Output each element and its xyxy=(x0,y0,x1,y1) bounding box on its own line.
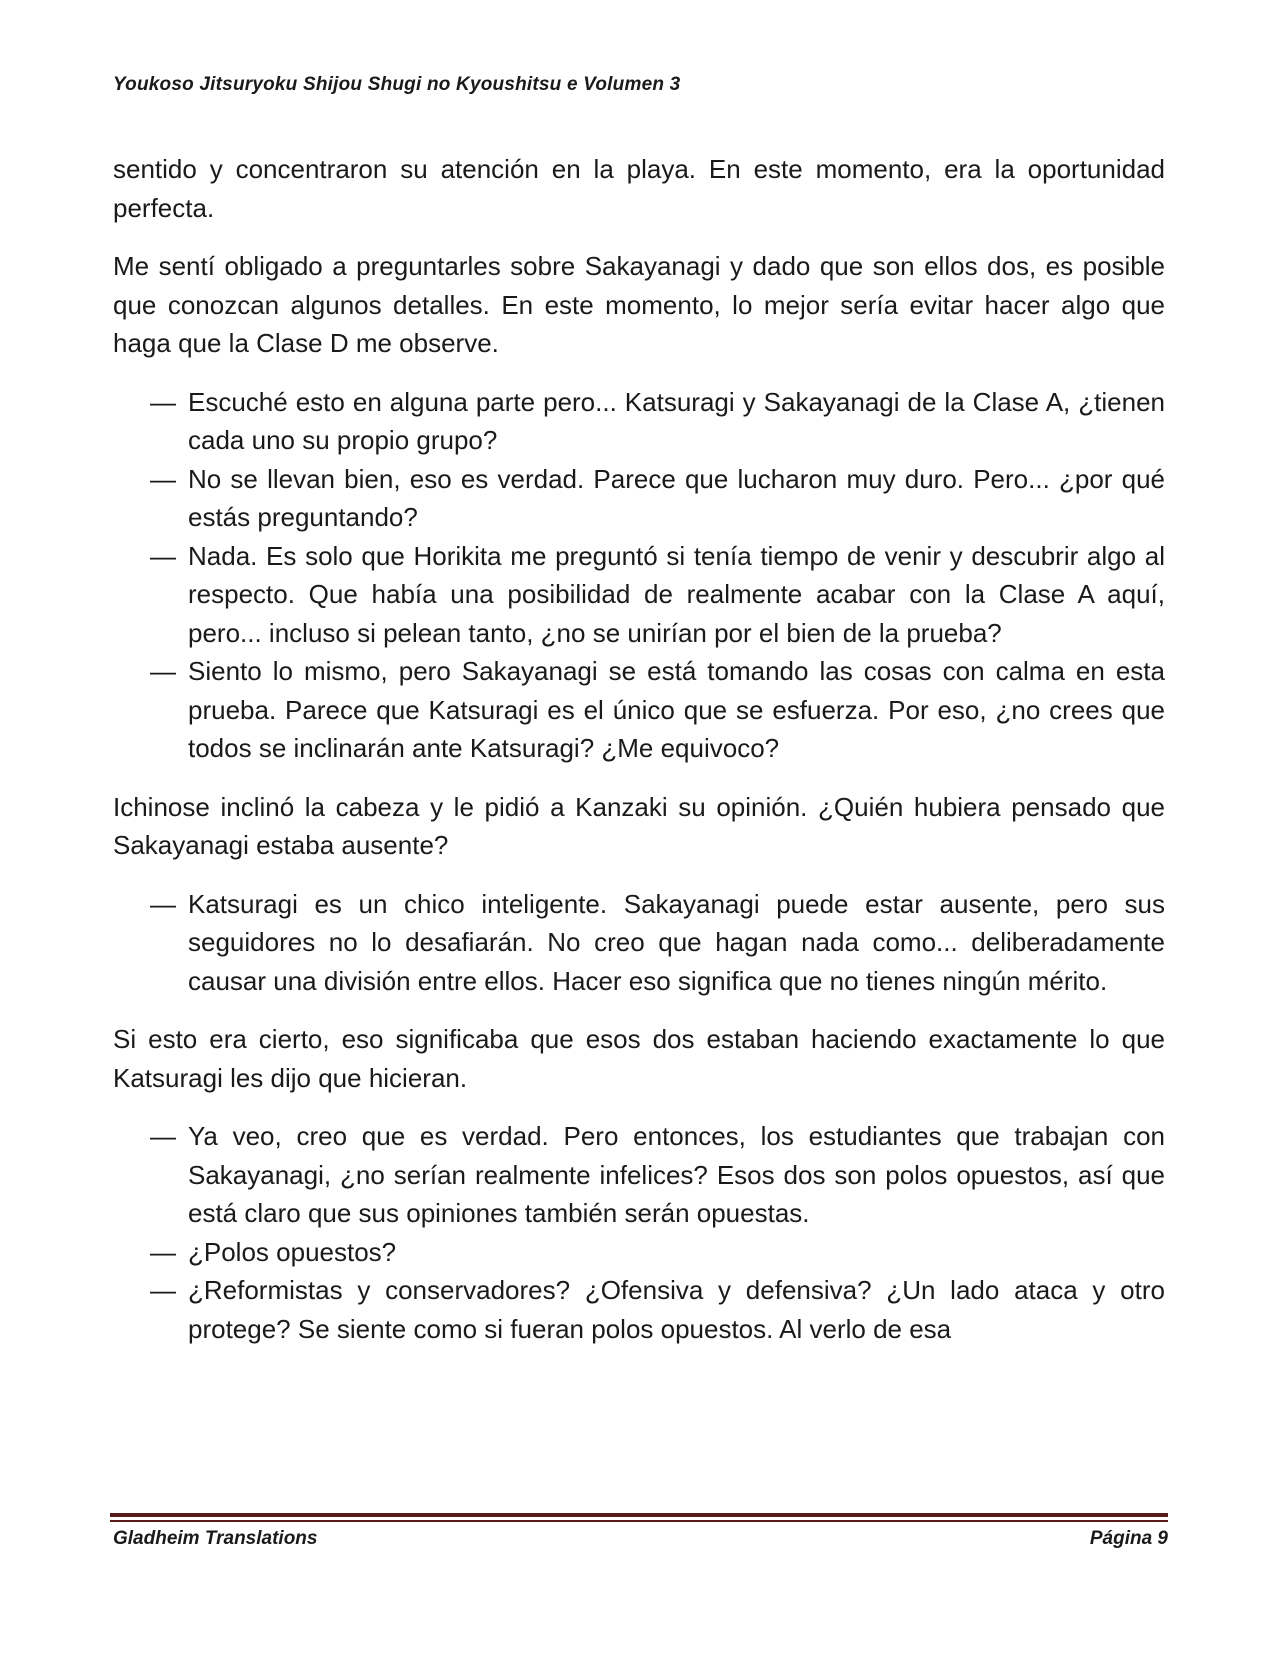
dialogue-line xyxy=(113,652,1165,768)
em-dash: — xyxy=(150,386,176,417)
dialogue-text: Siento lo mismo, pero Sakayanagi se está tomando las cosas con calma en esta prueba. Parece que Katsuragi es el único que se esfuerza. Por eso, ¿no crees que todos se inclinarán ante Katsuragi? ¿Me equivoco? xyxy=(188,656,1165,763)
em-dash: — xyxy=(150,1121,176,1151)
em-dash: — xyxy=(150,1275,176,1305)
em-dash: — xyxy=(150,1236,176,1267)
footer-divider-thin xyxy=(110,1520,1168,1522)
dialogue-line xyxy=(113,885,1165,1001)
dialogue-line xyxy=(113,460,1165,537)
dialogue-line xyxy=(113,1233,1165,1272)
footer-divider xyxy=(110,1513,1168,1522)
dialogue-group-1 xyxy=(113,383,1165,768)
paragraph-3: Ichinose inclinó la cabeza y le pidió a Kanzaki su opinión. ¿Quién hubiera pensado que Sakayanagi estaba ausente? xyxy=(113,791,1165,860)
dialogue-text: Katsuragi es un chico inteligente. Sakayanagi puede estar ausente, pero sus seguidores no lo desafiarán. No creo que hagan nada como... deliberadamente causar una división entre ellos. Hacer eso significa que no tienes ningún mérito. xyxy=(188,888,1165,996)
footer-translator: Gladheim Translations xyxy=(113,1528,318,1549)
em-dash: — xyxy=(150,656,176,686)
em-dash: — xyxy=(150,463,176,494)
dialogue-text: ¿Polos opuestos? xyxy=(188,1236,397,1267)
dialogue-line xyxy=(113,537,1165,653)
paragraph-1: sentido y concentraron su atención en la playa. En este momento, era la oportunidad perfecta. xyxy=(113,154,1165,223)
dialogue-line xyxy=(113,1117,1165,1233)
paragraph-4: Si esto era cierto, eso significaba que esos dos estaban haciendo exactamente lo que Katsuragi les dijo que hicieran. xyxy=(113,1024,1165,1093)
page-header-title: Youkoso Jitsuryoku Shijou Shugi no Kyoushitsu e Volumen 3 xyxy=(113,74,681,95)
dialogue-line xyxy=(113,383,1165,460)
paragraph-2: Me sentí obligado a preguntarles sobre Sakayanagi y dado que son ellos dos, es posible que conozcan algunos detalles. En este momento, lo mejor sería evitar hacer algo que haga que la Clase D me observe. xyxy=(113,251,1165,358)
dialogue-text: No se llevan bien, eso es verdad. Parece que lucharon muy duro. Pero... ¿por qué estás preguntando? xyxy=(188,463,1165,532)
dialogue-text: Ya veo, creo que es verdad. Pero entonces, los estudiantes que trabajan con Sakayanagi, ¿no serían realmente infelices? Esos dos son polos opuestos, así que está claro que sus opiniones también serán opuestas. xyxy=(188,1121,1165,1228)
page-body xyxy=(113,150,1165,1368)
em-dash: — xyxy=(150,888,176,919)
dialogue-text: Nada. Es solo que Horikita me preguntó si tenía tiempo de venir y descubrir algo al respecto. Que había una posibilidad de realmente acabar con la Clase A aquí, pero... incluso si pelean tanto, ¿no se unirían por el bien de la prueba? xyxy=(188,540,1165,648)
dialogue-group-2 xyxy=(113,885,1165,1001)
dialogue-text: Escuché esto en alguna parte pero... Katsuragi y Sakayanagi de la Clase A, ¿tienen cada uno su propio grupo? xyxy=(188,386,1165,455)
footer-divider-thick xyxy=(110,1513,1168,1517)
dialogue-group-3 xyxy=(113,1117,1165,1348)
dialogue-text: ¿Reformistas y conservadores? ¿Ofensiva y defensiva? ¿Un lado ataca y otro protege? Se siente como si fueran polos opuestos. Al verlo de esa xyxy=(188,1275,1165,1344)
em-dash: — xyxy=(150,540,176,571)
footer-page-number: Página 9 xyxy=(1089,1528,1168,1549)
dialogue-line xyxy=(113,1271,1165,1348)
